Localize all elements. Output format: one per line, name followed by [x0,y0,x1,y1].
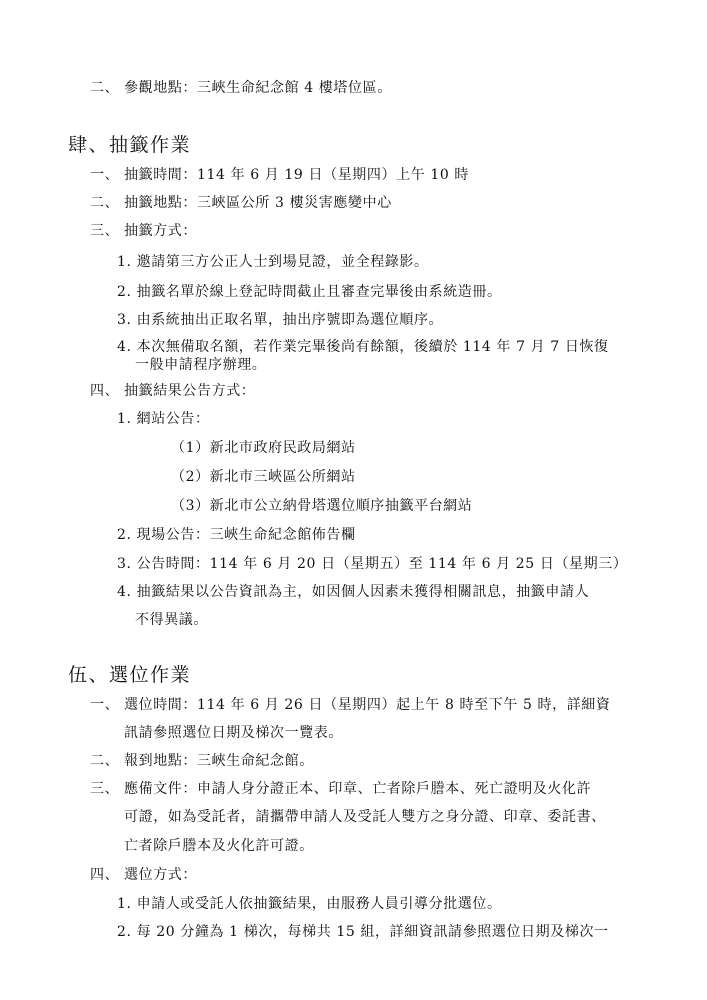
s5-item-2 [90,751,314,771]
item-text: 報到地點：三峽生命紀念館。 [124,753,314,769]
item-number: 三、 [90,223,120,239]
s4-method-1: 1. 邀請第三方公正人士到場見證，並全程錄影。 [117,254,429,270]
item-text: 抽籤方式： [124,223,197,239]
s4-announce-1-2: （2）新北市三峽區公所網站 [171,469,356,485]
s5-item-3-cont-1: 可證，如為受託者，請攜帶申請人及受託人雙方之身分證、印章、委託書、 [124,809,606,825]
s4-item-3 [90,221,197,241]
s4-announce-1-3: （3）新北市公立納骨塔選位順序抽籤平台網站 [171,498,473,514]
s4-announce-4: 4. 抽籤結果以公告資訊為主，如因個人因素未獲得相關訊息，抽籤申請人 [117,584,590,600]
prev-item-2 [90,78,392,98]
item-text: 參觀地點：三峽生命紀念館 4 樓塔位區。 [124,80,392,96]
s4-method-4: 4. 本次無備取名額，若作業完畢後尚有餘額，後續於 114 年 7 月 7 日恢復 [117,339,609,355]
item-text: 應備文件：申請人身分證正本、印章、亡者除戶謄本、死亡證明及火化許 [124,781,592,797]
item-text: 選位時間：114 年 6 月 26 日（星期四）起上午 8 時至下午 5 時，詳細資 [124,697,611,713]
section-4-title: 肆、抽籤作業 [68,134,192,156]
s4-announce-2: 2. 現場公告：三峽生命紀念館佈告欄 [117,527,356,543]
s4-announce-3: 3. 公告時間：114 年 6 月 20 日（星期五）至 114 年 6 月 25 日（星期三） [117,556,628,572]
s4-method-4-cont: 一般申請程序辦理。 [135,357,267,373]
s5-item-1-cont: 訊請參照選位日期及梯次一覽表。 [124,725,343,741]
item-number: 二、 [90,80,120,96]
s4-item-4 [90,381,255,401]
item-number: 二、 [90,195,120,211]
item-number: 四、 [90,383,120,399]
s4-announce-4-cont: 不得異議。 [135,612,208,628]
s4-announce-1-1: （1）新北市政府民政局網站 [171,440,356,456]
item-text: 選位方式： [124,867,197,883]
s5-item-1 [90,695,611,715]
s4-item-2 [90,193,392,213]
s5-item-3-cont-2: 亡者除戶謄本及火化許可證。 [124,838,314,854]
s5-method-2: 2. 每 20 分鐘為 1 梯次，每梯共 15 組，詳細資訊請參照選位日期及梯次一 [117,924,609,940]
item-number: 一、 [90,167,120,183]
s4-method-3: 3. 由系統抽出正取名單，抽出序號即為選位順序。 [117,312,444,328]
item-number: 三、 [90,781,120,797]
s5-item-4 [90,865,197,885]
s5-item-3 [90,779,591,799]
s4-announce-1: 1. 網站公告： [117,411,210,427]
s4-method-2: 2. 抽籤名單於線上登記時間截止且審查完畢後由系統造冊。 [117,284,502,300]
item-text: 抽籤結果公告方式： [124,383,256,399]
item-number: 一、 [90,697,120,713]
item-number: 四、 [90,867,120,883]
section-5-title: 伍、選位作業 [68,664,192,686]
item-number: 二、 [90,753,120,769]
s4-item-1 [90,165,469,185]
item-text: 抽籤時間：114 年 6 月 19 日（星期四）上午 10 時 [124,167,470,183]
s5-method-1: 1. 申請人或受託人依抽籤結果，由服務人員引導分批選位。 [117,896,502,912]
item-text: 抽籤地點：三峽區公所 3 樓災害應變中心 [124,195,392,211]
